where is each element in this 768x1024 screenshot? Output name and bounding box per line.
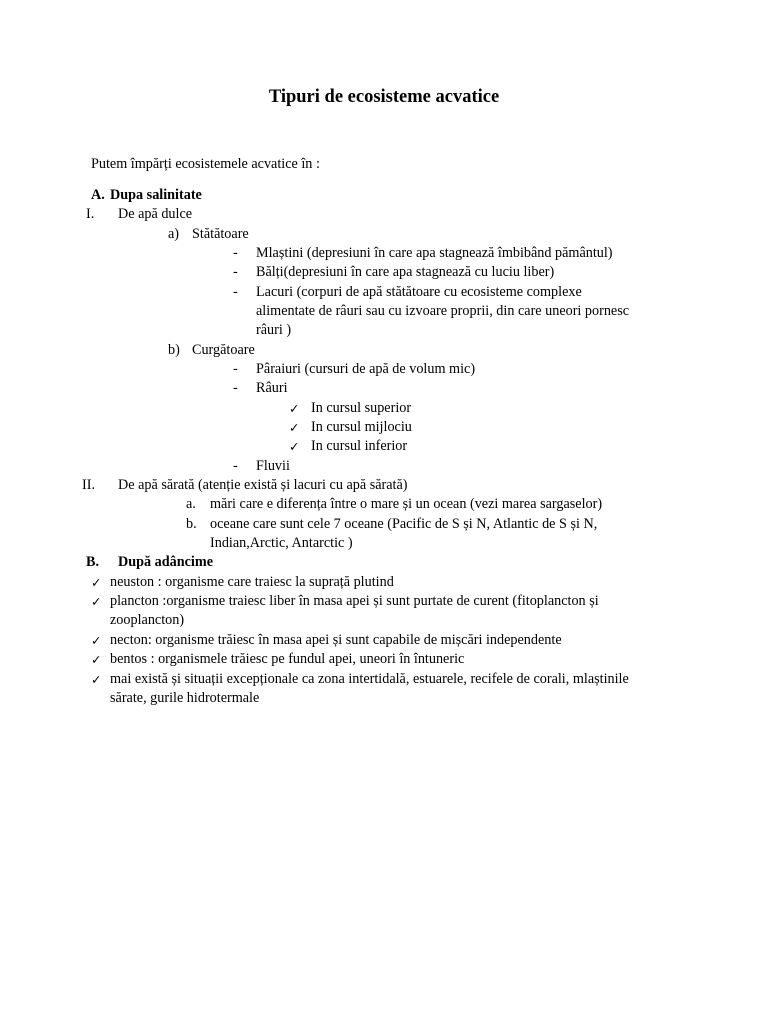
part-1-marker: I. bbox=[86, 206, 95, 222]
list-item: mai există și situații excepționale ca zona intertidală, estuarele, recifele de corali, mlaștinile bbox=[110, 671, 629, 687]
check-icon: ✓ bbox=[91, 633, 102, 648]
page-title: Tipuri de ecosisteme acvatice bbox=[268, 87, 500, 107]
list-item-continuation: zooplancton) bbox=[110, 612, 185, 628]
check-icon: ✓ bbox=[289, 420, 300, 435]
list-item-continuation: alimentate de râuri sau cu izvoare proprii, din care uneori pornesc bbox=[256, 303, 630, 319]
item-marker: b. bbox=[186, 516, 197, 532]
check-icon: ✓ bbox=[91, 575, 102, 590]
section-b-heading: După adâncime bbox=[118, 554, 213, 570]
list-item-continuation: Indian,Arctic, Antarctic ) bbox=[210, 535, 353, 551]
list-item: In cursul superior bbox=[311, 400, 412, 416]
list-item-continuation: sărate, gurile hidrotermale bbox=[110, 690, 260, 706]
subsection-b-label: Curgătoare bbox=[192, 342, 255, 358]
part-2-label: De apă sărată (atenție există și lacuri cu apă sărată) bbox=[118, 477, 408, 493]
list-item: oceane care sunt cele 7 oceane (Pacific de S și N, Atlantic de S și N, bbox=[210, 516, 598, 532]
bullet-dash: - bbox=[233, 458, 238, 474]
list-item: bentos : organismele trăiesc pe fundul apei, uneori în întuneric bbox=[110, 651, 465, 667]
list-item: Lacuri (corpuri de apă stătătoare cu ecosisteme complexe bbox=[256, 284, 582, 300]
list-item: necton: organisme trăiesc în masa apei și sunt capabile de mișcări independente bbox=[110, 632, 562, 648]
check-icon: ✓ bbox=[289, 401, 300, 416]
intro-text: Putem împărți ecosistemele acvatice în : bbox=[91, 156, 320, 172]
bullet-dash: - bbox=[233, 264, 238, 280]
list-item: In cursul mijlociu bbox=[311, 419, 412, 435]
section-a-marker: A. bbox=[91, 187, 105, 203]
subsection-b-marker: b) bbox=[168, 342, 180, 358]
list-item: In cursul inferior bbox=[311, 438, 408, 454]
check-icon: ✓ bbox=[91, 672, 102, 687]
check-icon: ✓ bbox=[91, 652, 102, 667]
item-marker: a. bbox=[186, 496, 196, 512]
list-item: mări care e diferența între o mare și un ocean (vezi marea sargaselor) bbox=[210, 496, 603, 512]
section-b-marker: B. bbox=[86, 554, 100, 570]
list-item: Fluvii bbox=[256, 458, 290, 474]
list-item: neuston : organisme care traiesc la suprață plutind bbox=[110, 574, 394, 590]
bullet-dash: - bbox=[233, 245, 238, 261]
list-item: Pâraiuri (cursuri de apă de volum mic) bbox=[256, 361, 476, 377]
list-item: plancton :organisme traiesc liber în masa apei și sunt purtate de curent (fitoplancton și bbox=[110, 593, 599, 609]
bullet-dash: - bbox=[233, 284, 238, 300]
list-item-continuation: râuri ) bbox=[256, 322, 292, 338]
subsection-a-label: Stătătoare bbox=[192, 226, 249, 242]
bullet-dash: - bbox=[233, 380, 238, 396]
list-item: Bălți(depresiuni în care apa stagnează cu luciu liber) bbox=[256, 264, 555, 280]
list-item: Râuri bbox=[256, 380, 288, 396]
check-icon: ✓ bbox=[91, 594, 102, 609]
check-icon: ✓ bbox=[289, 439, 300, 454]
part-2-marker: II. bbox=[82, 477, 95, 493]
subsection-a-marker: a) bbox=[168, 226, 180, 242]
section-a-heading: Dupa salinitate bbox=[110, 187, 202, 203]
part-1-label: De apă dulce bbox=[118, 206, 193, 222]
bullet-dash: - bbox=[233, 361, 238, 377]
list-item: Mlaștini (depresiuni în care apa stagnează îmbibând pământul) bbox=[256, 245, 613, 261]
